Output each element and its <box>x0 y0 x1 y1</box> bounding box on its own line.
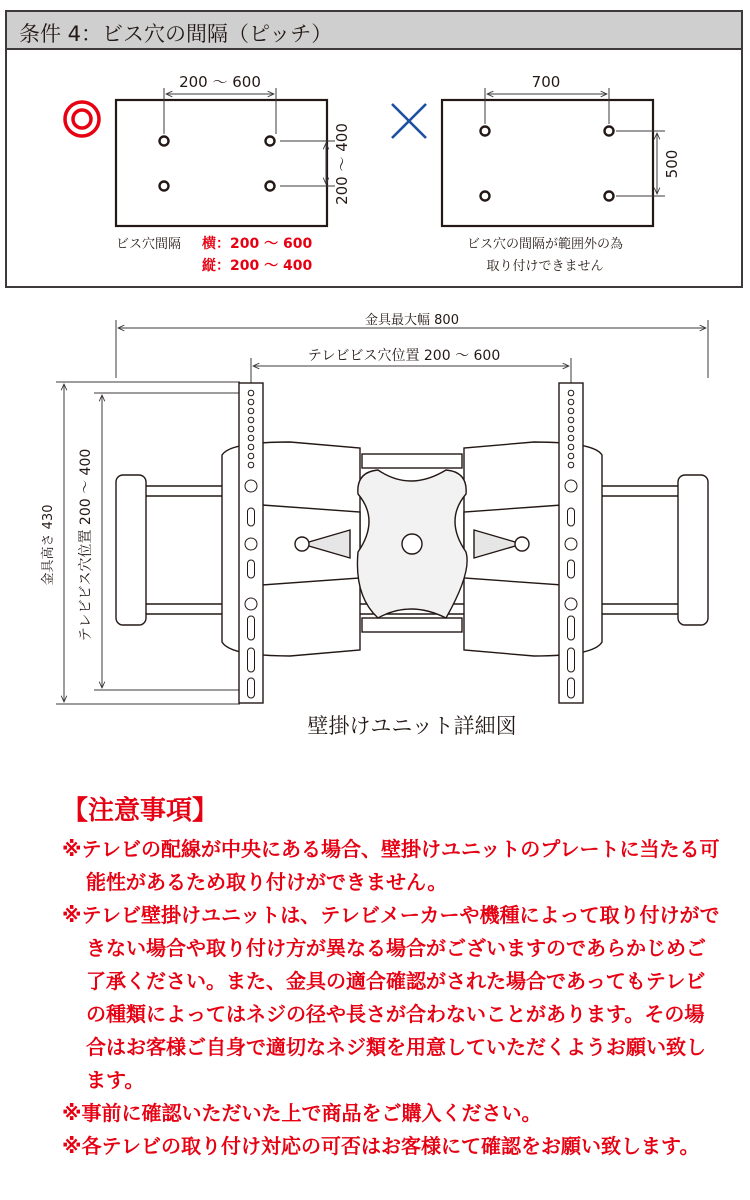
ng-cross-mark-icon <box>392 104 426 138</box>
ok-horizontal-dim-label: 200 ～ 600 <box>179 73 261 91</box>
ok-caption-label: ビス穴間隔 <box>116 237 182 252</box>
ok-tv-rect <box>116 100 327 226</box>
ng-caption-line2: 取り付けできません <box>486 259 604 274</box>
note-item-1: ※テレビの配線が中央にある場合、壁掛けユニットのプレートに当たる可能性があるため取り付けができません。 <box>62 837 720 894</box>
tv-screw-vertical-label: テレビビス穴位置 200 ～ 400 <box>78 448 94 642</box>
ok-caption-vertical: 縦：200 ～ 400 <box>202 258 313 274</box>
ok-double-circle-icon <box>65 102 99 136</box>
ng-caption-line1: ビス穴の間隔が範囲外の為 <box>466 237 624 252</box>
notes-heading: 【注意事項】 <box>62 796 219 826</box>
notes-section <box>62 790 722 1163</box>
ok-vertical-dim-label: 200 ～ 400 <box>333 123 351 205</box>
tv-screw-horizontal-label: テレビビス穴位置 200 ～ 600 <box>307 348 501 364</box>
wall-mount-unit <box>116 383 708 703</box>
unit-diagram-caption: 壁掛けユニット詳細図 <box>307 714 517 738</box>
condition-title: 条件 4：ビス穴の間隔（ピッチ） <box>19 22 333 46</box>
height-label: 金具高さ 430 <box>41 504 56 586</box>
ok-caption-horizontal: 横：200 ～ 600 <box>202 236 313 252</box>
note-item-3: ※事前に確認いただいた上で商品をご購入ください。 <box>62 1101 542 1125</box>
note-item-4: ※各テレビの取り付け対応の可否はお客様にて確認をお願い致します。 <box>62 1134 700 1158</box>
ng-tv-rect <box>442 100 653 226</box>
ng-horizontal-dim-label: 700 <box>531 73 561 91</box>
ng-vertical-dim-label: 500 <box>663 149 681 179</box>
note-item-2: ※テレビ壁掛けユニットは、テレビメーカーや機種によって取り付けができない場合や取り付け方が異なる場合がございますのであらかじめご了承ください。また、金具の適合確認がされた場合であってもテレビの種類によってはネジの径や長さが合わないことがあります。その場合はお客様ご自身で適切なネジ類を用意していただくようお願い致します。 <box>62 903 720 1092</box>
max-width-label: 金具最大幅 800 <box>365 313 459 328</box>
